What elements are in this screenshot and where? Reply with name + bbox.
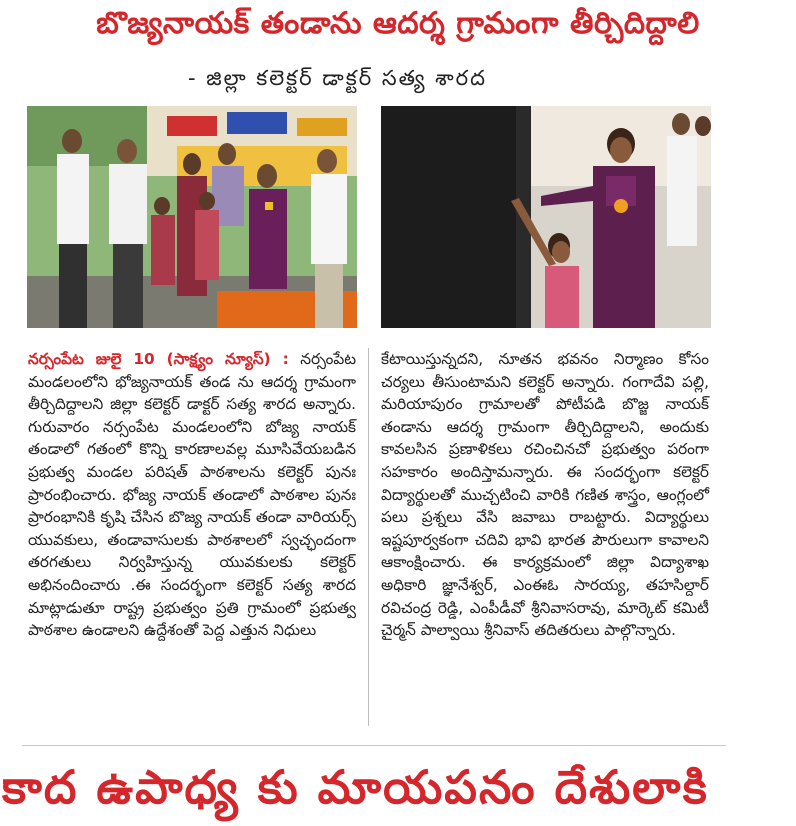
- article-headline: బొజ్యనాయక్ తండాను ఆదర్శ గ్రామంగా తీర్చిదిద్దాలి: [96, 6, 700, 41]
- event-photo-blackboard: [381, 106, 711, 328]
- article-column-2: [381, 348, 709, 642]
- article-body-column-1: నర్సంపేట మండలంలోని భోజ్యనాయక్ తండ ను ఆదర్శ గ్రామంగా తీర్చిదిద్దాలని జిల్లా కలెక్టర్ డాక్టర్ సత్య శారద అన్నారు. గురువారం నర్సంపేట మండలంలోని బోజ్య నాయక్ తండాలో గతంలో కొన్ని కారణాలవల్ల మూసివేయబడిన ప్రభుత్వ మండల పరిషత్ పాఠశాలను కలెక్టర్ పునః ప్రారంభించారు. భోజ్య నాయక్ తండాలో పాఠశాల పునః ప్రారంభానికి కృషి చేసిన బొజ్య నాయక్ తండా వారియర్స్ యువకులు, తండావాసులకు పాఠశాలలో స్వచ్ఛందంగా తరగతులు నిర్వహిస్తున్న యువకులకు కలెక్టర్ అభినందించారు .ఈ సందర్భంగా కలెక్టర్ సత్య శారద మాట్లాడుతూ రాష్ట్ర ప్రభుత్వం ప్రతి గ్రామంలో ప్రభుత్వ పాఠశాల ఉండాలని ఉద్దేశంతో పెద్ద ఎత్తున నిధులు: [28, 350, 357, 640]
- article-body-column-2: కేటాయిస్తున్నదని, నూతన భవనం నిర్మాణం కోసం చర్యలు తీసుంటామని కలెక్టర్ అన్నారు. గంగాదేవి పల్లి, మరియాపురం గ్రామాలతో పోటీపడి బొజ్జ నాయక్ తండాను ఆదర్శ గ్రామంగా తీర్చిదిద్దాలని, అందుకు కావలసిన ప్రణాళికలు రచించినచో ప్రభుత్వం పరంగా సహకారం అందిస్తామన్నారు. ఈ సందర్భంగా కలెక్టర్ విద్యార్థులతో ముచ్చటించి వారికి గణిత శాస్త్రం, ఆంగ్లంలో పలు ప్రశ్నలు వేసి జవాబు రాబట్టారు. విద్యార్థులు ఇష్టపూర్వకంగా చదివి భావి భారత పౌరులుగా కావాలని ఆకాంక్షించారు. ఈ కార్యక్రమంలో జిల్లా విద్యాశాఖ అధికారి జ్ఞానేశ్వర్, ఎంఈఓ సారయ్య, తహసిల్దార్ రవిచంద్ర రెడ్డి, ఎంపీడీవో శ్రీనివాసరావు, మార్కెట్ కమిటీ చైర్మన్ పాల్వాయి శ్రీనివాస్ తదితరులు పాల్గొన్నారు.: [381, 350, 709, 640]
- column-divider: [368, 348, 369, 726]
- next-article-headline-text: కాద ఉపాధ్య కు మాయపనం దేశులాకి: [2, 760, 709, 814]
- article-divider: [22, 745, 726, 746]
- article-column-1: [28, 348, 356, 642]
- next-article-headline: [0, 752, 796, 814]
- article-byline: - జిల్లా కలెక్టర్ డాక్టర్ సత్య శారద: [188, 66, 487, 90]
- article-dateline: నర్సంపేట జులై 10 (సాక్ష్యం న్యూస్) :: [28, 350, 289, 368]
- event-photo-group: [27, 106, 357, 328]
